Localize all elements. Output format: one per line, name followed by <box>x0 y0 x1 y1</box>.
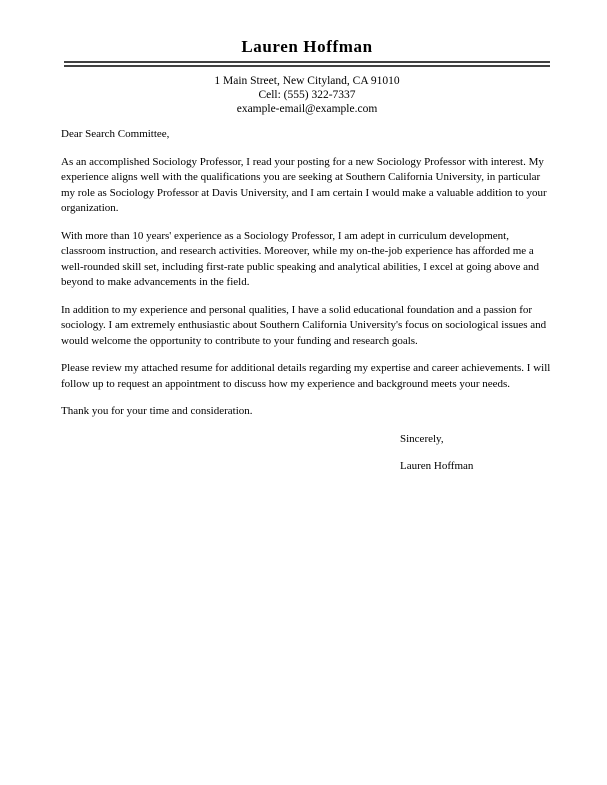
header-double-rule <box>64 61 550 67</box>
letter-body <box>61 127 551 475</box>
contact-block <box>61 74 553 116</box>
salutation: Dear Search Committee, <box>61 128 170 140</box>
contact-phone: Cell: (555) 322-7337 <box>258 89 356 101</box>
contact-email: example-email@example.com <box>236 103 378 115</box>
closing-word: Sincerely, <box>400 432 444 445</box>
signature-name: Lauren Hoffman <box>400 460 474 472</box>
letter-header <box>61 36 553 116</box>
contact-address: 1 Main Street, New Cityland, CA 91010 <box>214 75 400 87</box>
body-paragraph-1: As an accomplished Sociology Professor, I read your posting for a new Sociology Professor with interest. My experience aligns well with the qualifications you are seeking at Southern California University, in particular my role as Sociology Professor at Davis University, and I am certain I would make a valuable addition to your organization. <box>61 155 547 214</box>
body-paragraph-4: Please review my attached resume for additional details regarding my expertise and career achievements. I will follow up to request an appointment to discuss how my experience and background meets your needs. <box>61 362 551 390</box>
body-paragraph-5: Thank you for your time and consideration. <box>61 405 253 417</box>
body-paragraph-3: In addition to my experience and personal qualities, I have a solid educational foundation and a passion for sociology. I am extremely enthusiastic about Southern California University's focus on sociological issues and would welcome the opportunity to contribute to your funding and research goals. <box>61 303 547 347</box>
applicant-name-heading: Lauren Hoffman <box>241 37 373 56</box>
body-paragraph-2: With more than 10 years' experience as a Sociology Professor, I am adept in curriculum development, classroom instruction, and research activities. Moreover, while my on-the-job experience has afforded me a well-rounded skill set, including first-rate public speaking and analytical abilities, I excel at going above and beyond to make advancements in the field. <box>61 229 540 288</box>
closing-block <box>400 432 551 475</box>
